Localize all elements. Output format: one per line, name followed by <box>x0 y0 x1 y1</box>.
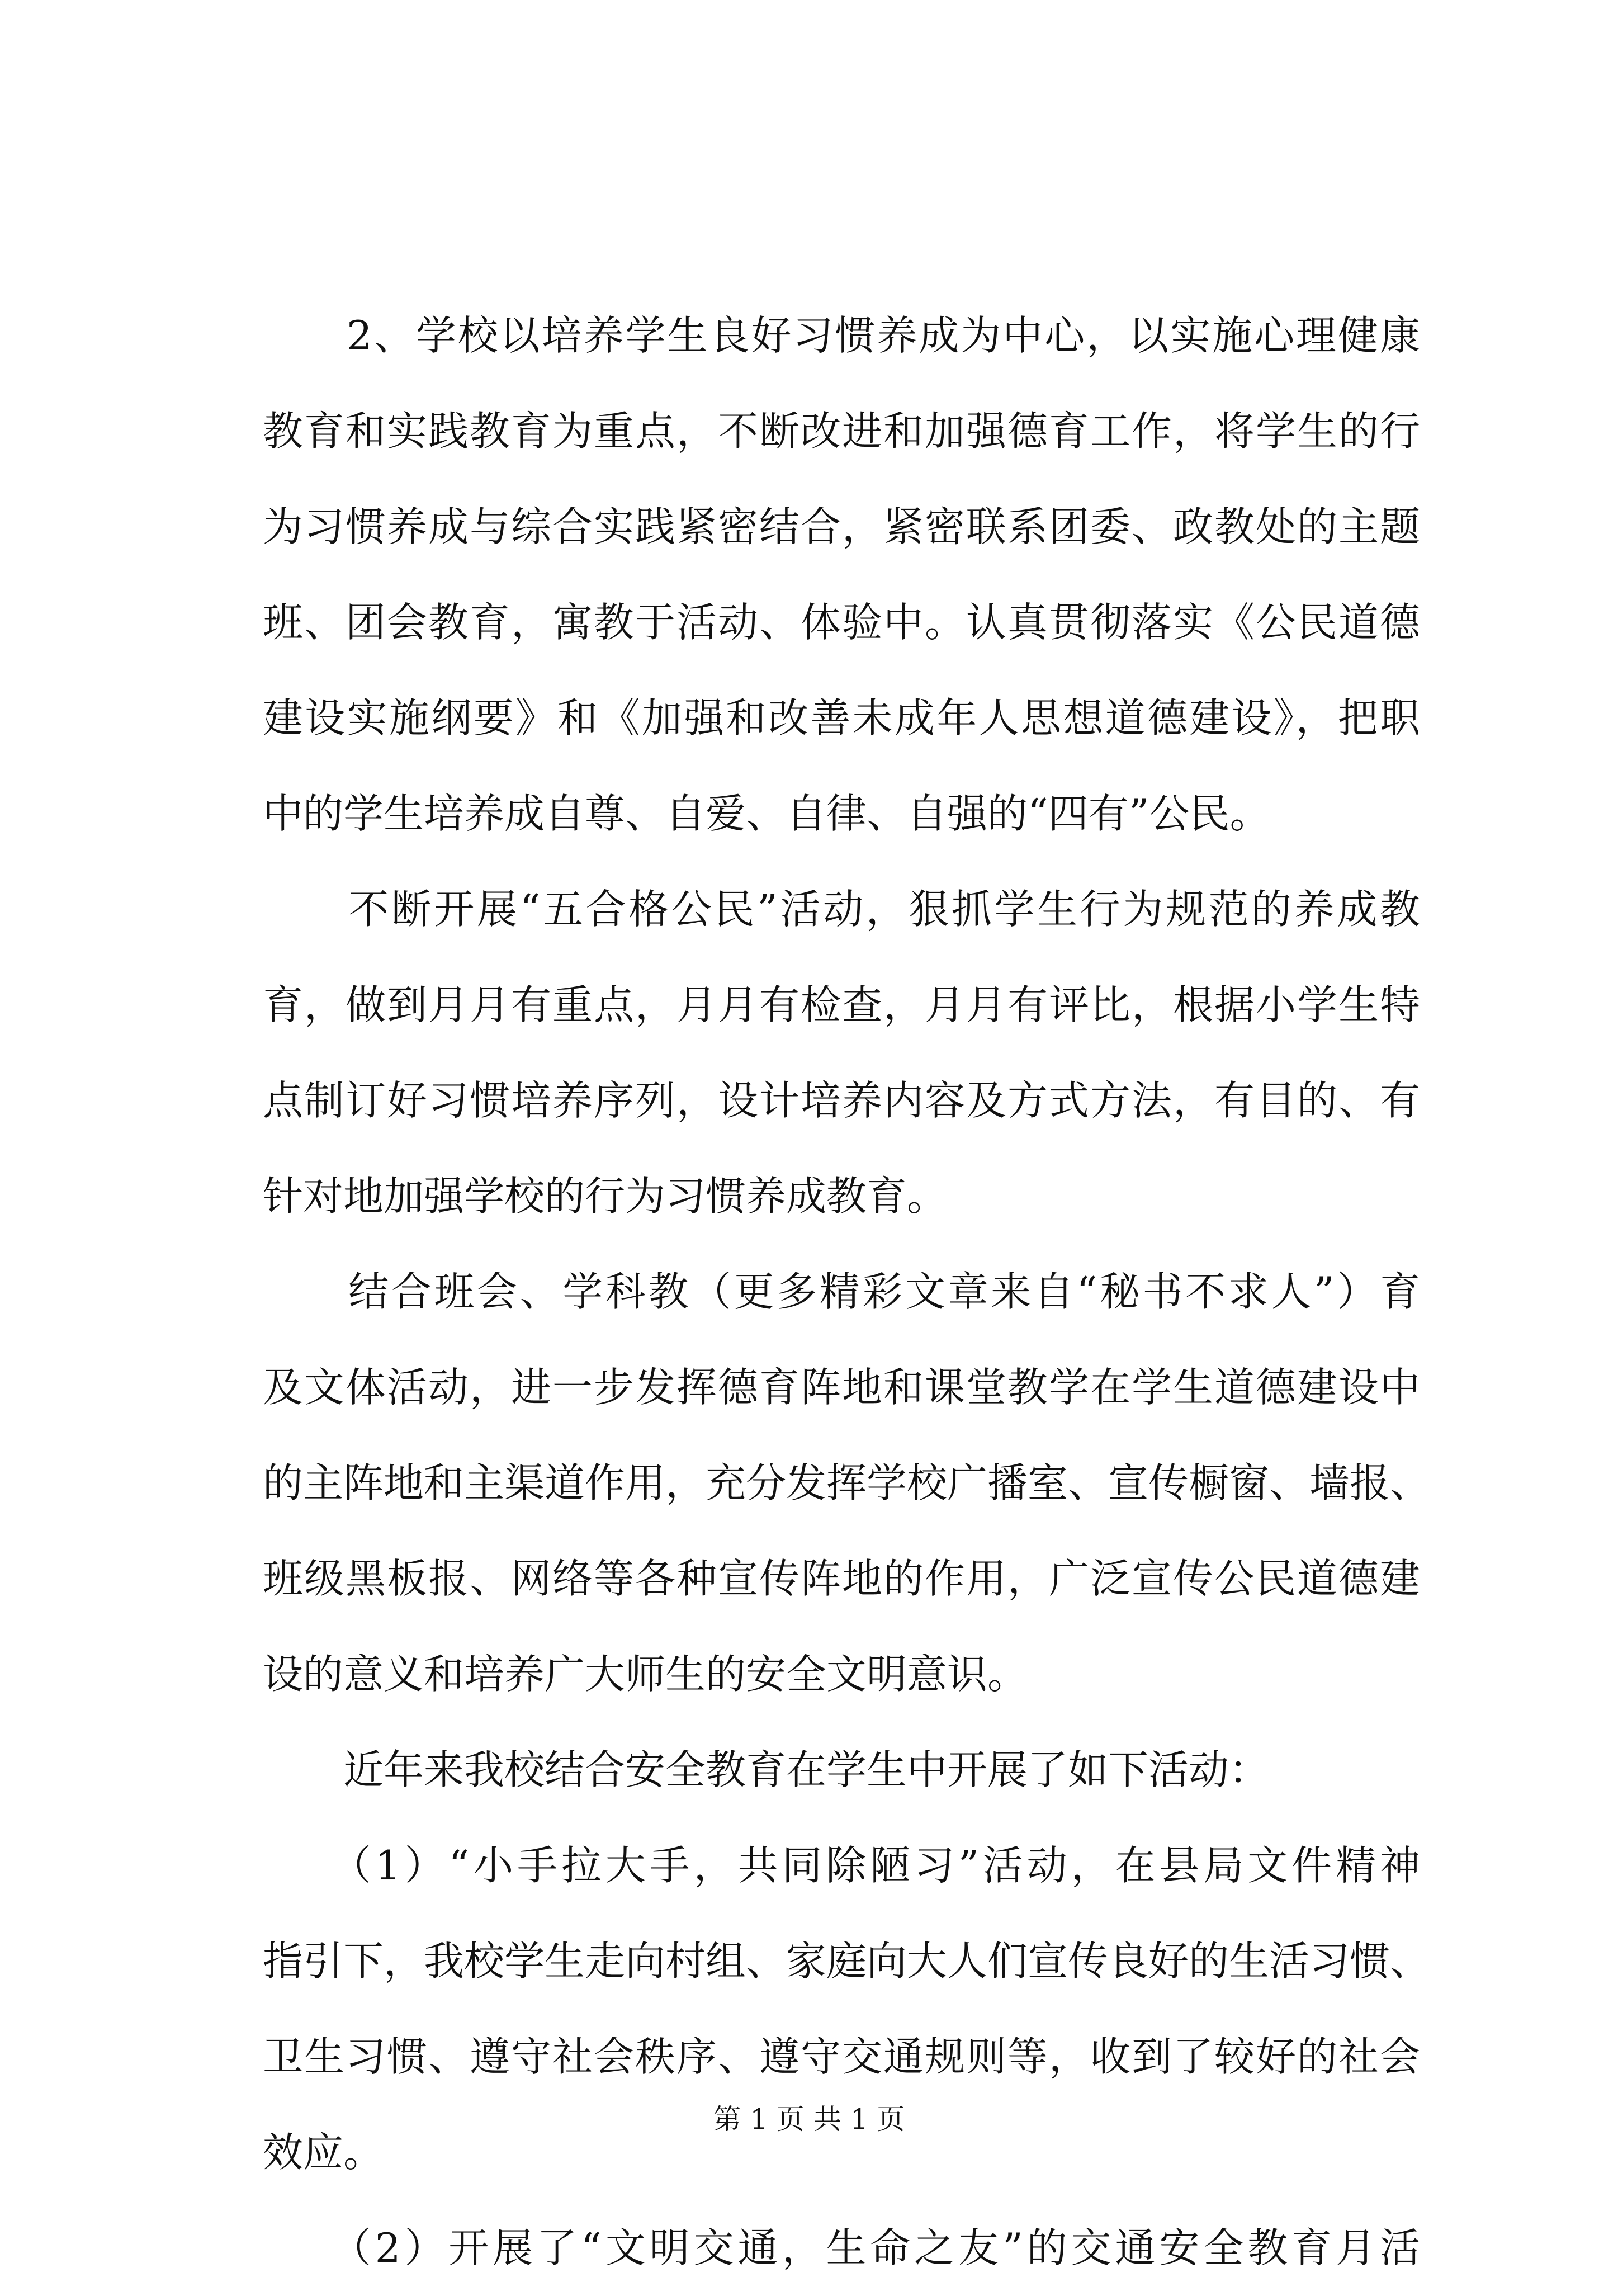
text-line: （2）开展了“文明交通，生命之友”的交通安全教育月活 <box>263 2224 1420 2271</box>
text-line: 结合班会、学科教（更多精彩文章来自“秘书不求人”）育 <box>263 1268 1420 1315</box>
document-body <box>263 288 1431 2296</box>
text-line: 设的意义和培养广大师生的安全文明意识。 <box>263 1651 1028 1698</box>
text-line: 中的学生培养成自尊、自爱、自律、自强的“四有”公民。 <box>263 790 1270 837</box>
text-line: 针对地加强学校的行为习惯养成教育。 <box>263 1173 948 1220</box>
text-line: 及文体活动，进一步发挥德育阵地和课堂教学在学生道德建设中 <box>263 1364 1420 1411</box>
text-line: 2、学校以培养学生良好习惯养成为中心，以实施心理健康 <box>263 312 1420 359</box>
text-line: 效应。 <box>263 2129 384 2176</box>
text-line: 班、团会教育，寓教于活动、体验中。认真贯彻落实《公民道德 <box>263 599 1420 646</box>
text-line: 指引下，我校学生走向村组、家庭向大人们宣传良好的生活习惯、 <box>263 1938 1431 1985</box>
text-line: 的主阵地和主渠道作用，充分发挥学校广播室、宣传橱窗、墙报、 <box>263 1459 1431 1506</box>
text-line: 近年来我校结合安全教育在学生中开展了如下活动： <box>263 1746 1270 1793</box>
text-line: 为习惯养成与综合实践紧密结合，紧密联系团委、政教处的主题 <box>263 503 1420 550</box>
text-line: （1）“小手拉大手，共同除陋习”活动，在县局文件精神 <box>263 1842 1420 1889</box>
text-line: 育，做到月月有重点，月月有检查，月月有评比，根据小学生特 <box>263 981 1420 1028</box>
text-line: 建设实施纲要》和《加强和改善未成年人思想道德建设》，把职 <box>263 695 1420 741</box>
text-line: 卫生习惯、遵守社会秩序、遵守交通规则等，收到了较好的社会 <box>263 2033 1420 2080</box>
text-line: 班级黑板报、网络等各种宣传阵地的作用，广泛宣传公民道德建 <box>263 1555 1420 1602</box>
page-footer: 第 1 页 共 1 页 <box>713 2103 905 2136</box>
text-line: 不断开展“五合格公民”活动，狠抓学生行为规范的养成教 <box>263 886 1420 933</box>
text-line: 点制订好习惯培养序列，设计培养内容及方式方法，有目的、有 <box>263 1077 1420 1124</box>
text-line: 教育和实践教育为重点，不断改进和加强德育工作，将学生的行 <box>263 408 1420 455</box>
